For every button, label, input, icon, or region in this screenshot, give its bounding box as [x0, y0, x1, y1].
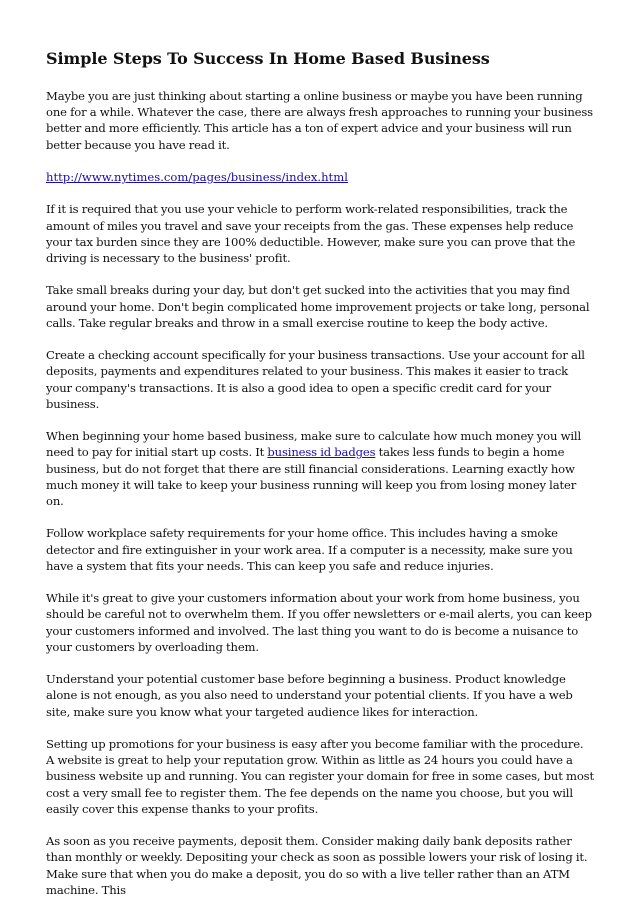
startup-text-before: When beginning your home based business, make sure to calculate how much money you will need to pay for initial start up costs. It	[46, 429, 582, 460]
source-url-link[interactable]: http://www.nytimes.com/pages/business/index.html	[46, 170, 348, 184]
paragraph-breaks: Take small breaks during your day, but don't get sucked into the activities that you may find around your home. Don't begin complicated home improvement projects or take long, personal calls. Take regular breaks and throw in a small exercise routine to keep the body active.	[46, 283, 590, 330]
paragraph-startup-costs	[46, 428, 594, 509]
paragraph-checking-account: Create a checking account specifically for your business transactions. Use your account for all deposits, payments and expenditures related to your business. This makes it easier to track your company's transactions. It is also a good idea to open a specific credit card for your business.	[46, 348, 585, 411]
paragraph-vehicle: If it is required that you use your vehicle to perform work-related responsibilities, track the amount of miles you travel and save your receipts from the gas. These expenses help reduce your tax burden since they are 100% deductible. However, make sure you can prove that the driving is necessary to the business' profit.	[46, 202, 576, 265]
document-page	[46, 48, 594, 914]
business-id-badges-link[interactable]: business id badges	[267, 445, 376, 460]
startup-text-after: takes less funds to begin a home business, but do not forget that there are still financial considerations. Learning exactly how much money it will take to keep your business running will keep you from losing money later on.	[46, 445, 577, 508]
paragraph-customers: While it's great to give your customers information about your work from home business, you should be careful not to overwhelm them. If you offer newsletters or e-mail alerts, you can keep your customers informed and involved. The last thing you want to do is become a nuisance to your customers by overloading them.	[46, 591, 592, 654]
paragraph-intro: Maybe you are just thinking about starting a online business or maybe you have been running one for a while. Whatever the case, there are always fresh approaches to running your business better and more efficiently. This article has a ton of expert advice and your business will run better because you have read it.	[46, 89, 593, 152]
source-link-paragraph	[46, 169, 594, 185]
paragraph-promotions: Setting up promotions for your business is easy after you become familiar with the procedure. A website is great to help your reputation grow. Within as little as 24 hours you could have a business website up and running. You can register your domain for free in some cases, but most cost a very small fee to register them. The fee depends on the name you choose, but you will easily cover this expense thanks to your profits.	[46, 736, 594, 816]
article-title: Simple Steps To Success In Home Based Business	[46, 49, 490, 68]
paragraph-deposits: As soon as you receive payments, deposit them. Consider making daily bank deposits rather than monthly or weekly. Depositing your check as soon as possible lowers your risk of losing it. Make sure that when you do make a deposit, you do so with a live teller rather than an ATM machine. This	[46, 834, 588, 897]
paragraph-safety: Follow workplace safety requirements for your home office. This includes having a smoke detector and fire extinguisher in your work area. If a computer is a necessity, make sure you have a system that fits your needs. This can keep you safe and reduce injuries.	[46, 526, 573, 573]
paragraph-customer-base: Understand your potential customer base before beginning a business. Product knowledge alone is not enough, as you also need to understand your potential clients. If you have a web site, make sure you know what your targeted audience likes for interaction.	[46, 672, 573, 719]
